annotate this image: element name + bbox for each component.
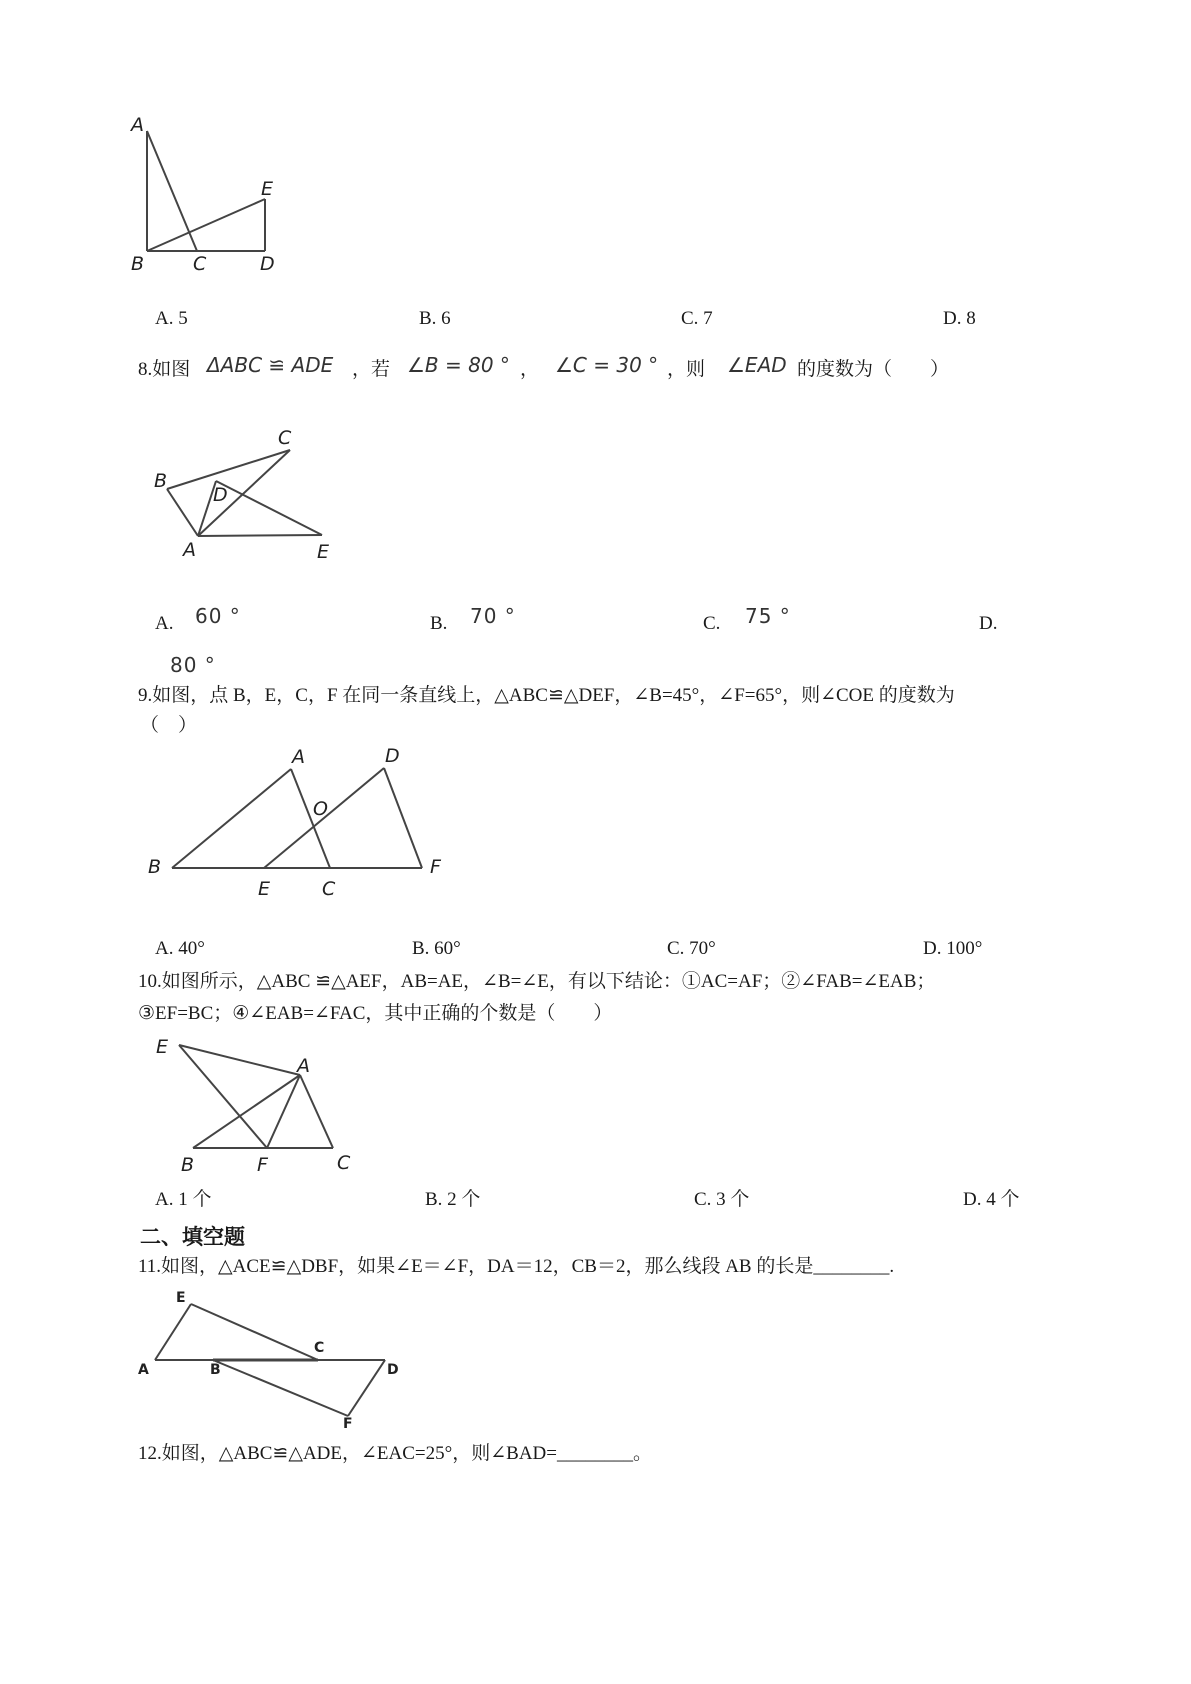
- q8-option-a-letter[interactable]: A.: [155, 613, 174, 634]
- q8-tri-congruence: ΔABC ≌ ADE: [207, 353, 334, 377]
- q9-label-f: F: [430, 856, 441, 878]
- q10-option-c[interactable]: C. 3 个: [694, 1189, 750, 1210]
- q10-seg-ea: [179, 1045, 300, 1075]
- q7-label-a: A: [131, 115, 144, 136]
- q8-comma: ，: [520, 359, 540, 380]
- q9-label-e: E: [258, 878, 271, 900]
- q12-question: 12.如图，△ABC≌△ADE，∠EAC=25°，则∠BAD=________。: [138, 1443, 652, 1464]
- q11-label-e: E: [176, 1290, 186, 1306]
- q9-option-b[interactable]: B. 60°: [412, 938, 461, 959]
- q7-figure: [125, 115, 295, 280]
- q9-label-o: O: [313, 798, 328, 820]
- q8-option-b-letter[interactable]: B.: [430, 613, 448, 634]
- q8-label-a: A: [183, 539, 196, 561]
- section-title: 二、填空题: [140, 1225, 245, 1249]
- q10-option-b[interactable]: B. 2 个: [425, 1189, 481, 1210]
- q7-option-d[interactable]: D. 8: [943, 308, 976, 329]
- q11-label-a: A: [138, 1362, 149, 1378]
- q8-seg-de: [216, 481, 322, 535]
- q8-seg-ba: [167, 489, 198, 536]
- q9-seg-ba: [172, 769, 291, 868]
- q8-seg-bc: [167, 450, 290, 489]
- q10-label-e: E: [156, 1036, 169, 1058]
- q8-angle-c: ∠C = 30 °: [555, 353, 659, 377]
- q8-option-c-value: 75 °: [745, 604, 791, 628]
- q10-option-d[interactable]: D. 4 个: [963, 1189, 1020, 1210]
- q9-option-a[interactable]: A. 40°: [155, 938, 205, 959]
- q8-label-c: C: [278, 427, 292, 449]
- q7-label-e: E: [261, 178, 274, 200]
- q8-label-e: E: [317, 541, 330, 563]
- q9-seg-df: [384, 768, 422, 868]
- q7-option-c[interactable]: C. 7: [681, 308, 713, 329]
- q11-seg-df: [348, 1360, 385, 1416]
- q11-seg-ec: [191, 1304, 318, 1360]
- q10-label-b: B: [181, 1154, 195, 1176]
- q9-question-line2: （ ）: [140, 715, 198, 736]
- q11-figure: [130, 1285, 415, 1430]
- q7-seg-be: [147, 199, 265, 251]
- q10-question-line2: ③EF=BC；④∠EAB=∠FAC，其中正确的个数是（ ）: [138, 1003, 613, 1024]
- q8-option-d-letter[interactable]: D.: [979, 613, 998, 634]
- q10-label-f: F: [257, 1154, 268, 1176]
- q10-label-a: A: [297, 1055, 310, 1077]
- q7-option-b[interactable]: B. 6: [419, 308, 451, 329]
- q9-figure: [140, 740, 455, 900]
- q9-label-d: D: [385, 745, 400, 767]
- q8-option-b-value: 70 °: [470, 604, 516, 628]
- q8-seg-ae: [198, 535, 322, 536]
- q7-option-a[interactable]: A. 5: [155, 308, 188, 329]
- q10-question-line1: 10.如图所示，△ABC ≌△AEF，AB=AE，∠B=∠E，有以下结论：①AC=AF；②∠FAB=∠EAB；: [138, 971, 936, 992]
- q8-prefix: 8.如图: [138, 359, 191, 380]
- q8-option-d-value: 80 °: [170, 653, 216, 677]
- q8-angle-ead: ∠EAD: [727, 353, 787, 377]
- q8-option-c-letter[interactable]: C.: [703, 613, 721, 634]
- q7-label-c: C: [193, 253, 207, 275]
- q8-mid2: ，则: [667, 359, 706, 380]
- q8-mid1: ，若: [352, 359, 391, 380]
- q11-question: 11.如图，△ACE≌△DBF，如果∠E＝∠F，DA＝12，CB＝2，那么线段 AB 的长是________.: [138, 1256, 895, 1277]
- q9-option-c[interactable]: C. 70°: [667, 938, 716, 959]
- q10-option-a[interactable]: A. 1 个: [155, 1189, 212, 1210]
- q9-option-d[interactable]: D. 100°: [923, 938, 983, 959]
- q10-figure: [145, 1030, 360, 1180]
- q9-label-b: B: [148, 856, 162, 878]
- q10-seg-ef: [179, 1045, 267, 1148]
- q9-label-c: C: [322, 878, 336, 900]
- q8-figure: [145, 420, 345, 565]
- q11-label-f: F: [343, 1416, 353, 1430]
- q7-label-d: D: [260, 253, 275, 275]
- q11-seg-bf: [213, 1360, 348, 1416]
- q8-label-d: D: [213, 484, 228, 506]
- q10-label-c: C: [337, 1152, 351, 1174]
- q11-label-d: D: [387, 1362, 399, 1378]
- q10-seg-ac: [300, 1075, 333, 1148]
- q7-label-b: B: [131, 253, 145, 275]
- q11-label-b: B: [210, 1362, 221, 1378]
- q9-question-line1: 9.如图，点 B，E，C，F 在同一条直线上，△ABC≌△DEF，∠B=45°，∠F=65°，则∠COE 的度数为: [138, 685, 955, 706]
- q11-label-c: C: [314, 1340, 325, 1356]
- q11-seg-ae: [155, 1304, 191, 1360]
- q8-label-b: B: [154, 470, 168, 492]
- q8-option-a-value: 60 °: [195, 604, 241, 628]
- q8-suffix: 的度数为（ ）: [797, 359, 950, 380]
- q8-angle-b: ∠B = 80 °: [407, 353, 510, 377]
- q9-label-a: A: [292, 746, 305, 768]
